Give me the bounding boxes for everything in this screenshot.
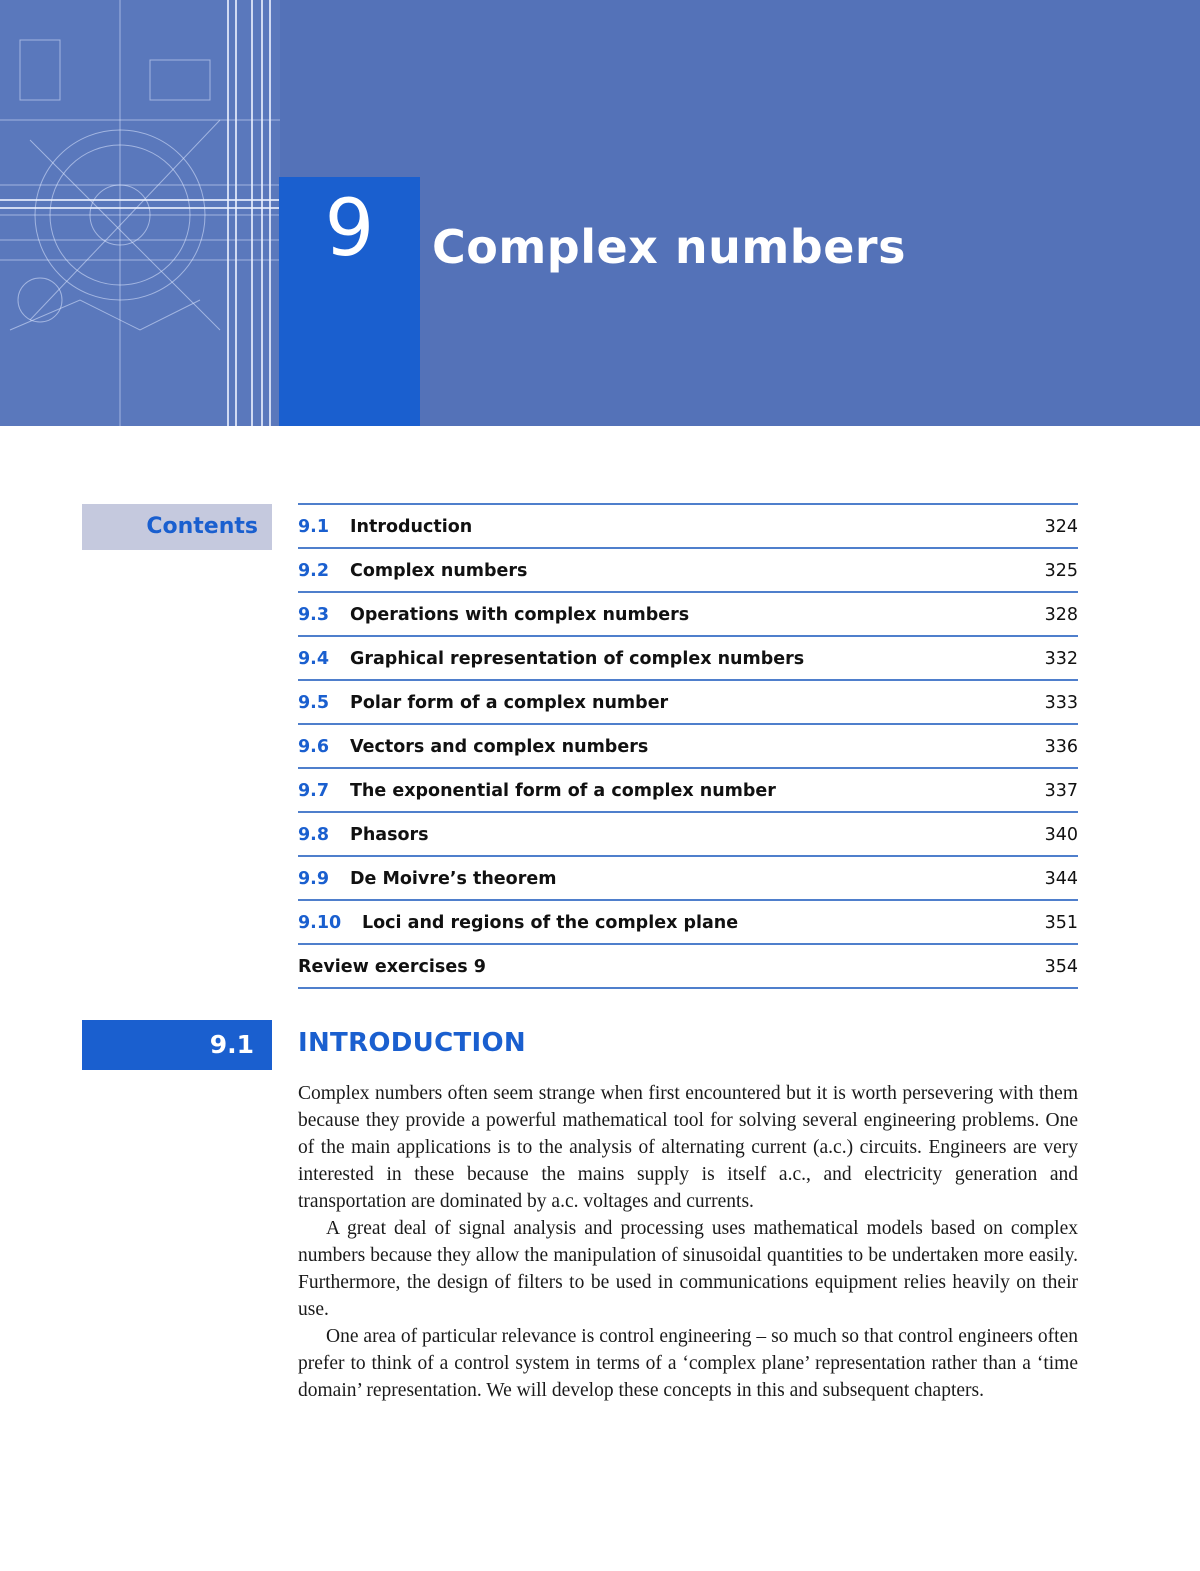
toc-entry-number: 9.4 (298, 649, 330, 669)
toc-entry-title: Polar form of a complex number (350, 693, 669, 713)
toc-entry[interactable] (298, 637, 1078, 681)
toc-entry[interactable] (298, 813, 1078, 857)
toc-entry-page: 324 (1044, 517, 1078, 537)
toc-entry-page: 337 (1044, 781, 1078, 801)
toc-entry-title: The exponential form of a complex number (350, 781, 776, 801)
toc-entry-title: Introduction (350, 517, 473, 537)
toc-entry-title: Graphical representation of complex numbers (350, 649, 805, 669)
body-paragraph: One area of particular relevance is control engineering – so much so that control engineers often prefer to think of a control system in terms of a ‘complex plane’ representation rather than a ‘time domain’ representation. We will develop these concepts in this and subsequent chapters. (298, 1326, 1078, 1401)
toc-entry[interactable] (298, 901, 1078, 945)
toc-entry-number: 9.8 (298, 825, 330, 845)
body-paragraph: A great deal of signal analysis and processing uses mathematical models based on complex numbers because they allow the manipulation of sinusoidal quantities to be undertaken more easily. Furthermore, the design of filters to be used in communications equipment relies heavily on their use. (298, 1218, 1078, 1320)
toc-entry-number: 9.10 (298, 913, 342, 933)
toc-entry[interactable] (298, 945, 1078, 989)
toc-entry[interactable] (298, 857, 1078, 901)
chapter-title: Complex numbers (432, 220, 906, 274)
toc-entry-page: 354 (1044, 957, 1078, 977)
toc-entry-page: 344 (1044, 869, 1078, 889)
toc-entry-page: 333 (1044, 693, 1078, 713)
toc-entry-title: Review exercises 9 (298, 957, 486, 977)
toc-entry-title: Loci and regions of the complex plane (362, 913, 739, 933)
toc-entry-title: Complex numbers (350, 561, 528, 581)
toc-entry-number: 9.9 (298, 869, 330, 889)
toc-entry[interactable] (298, 549, 1078, 593)
contents-label: Contents (82, 504, 272, 550)
toc-entry-title: Phasors (350, 825, 429, 845)
toc-entry-number: 9.1 (298, 517, 330, 537)
blueprint-decoration (0, 0, 280, 426)
toc-entry-number: 9.2 (298, 561, 330, 581)
section-title: INTRODUCTION (298, 1028, 526, 1058)
toc-entry-number: 9.5 (298, 693, 330, 713)
toc-entry-page: 351 (1044, 913, 1078, 933)
toc-entry[interactable] (298, 681, 1078, 725)
toc-entry-page: 325 (1044, 561, 1078, 581)
toc-entry-number: 9.7 (298, 781, 330, 801)
chapter-number: 9 (324, 184, 375, 274)
toc-entry-page: 340 (1044, 825, 1078, 845)
toc-entry-title: De Moivre’s theorem (350, 869, 557, 889)
section-number-box: 9.1 (82, 1020, 272, 1070)
toc-entry-title: Vectors and complex numbers (350, 737, 649, 757)
body-paragraph: Complex numbers often seem strange when first encountered but it is worth persevering with them because they provide a powerful mathematical tool for solving several engineering problems. One of the main applications is to the analysis of alternating current (a.c.) circuits. Engineers are very interested in these because the mains supply is itself a.c., and electricity generation and transportation are dominated by a.c. voltages and currents. (298, 1083, 1078, 1212)
table-of-contents (298, 503, 1078, 989)
chapter-header-band (0, 0, 1200, 426)
section-body (298, 1080, 1078, 1404)
toc-entry-page: 332 (1044, 649, 1078, 669)
toc-entry[interactable] (298, 505, 1078, 549)
toc-entry-page: 336 (1044, 737, 1078, 757)
toc-entry-title: Operations with complex numbers (350, 605, 690, 625)
toc-entry[interactable] (298, 725, 1078, 769)
toc-entry[interactable] (298, 769, 1078, 813)
toc-entry-number: 9.6 (298, 737, 330, 757)
toc-entry[interactable] (298, 593, 1078, 637)
toc-entry-number: 9.3 (298, 605, 330, 625)
toc-entry-page: 328 (1044, 605, 1078, 625)
